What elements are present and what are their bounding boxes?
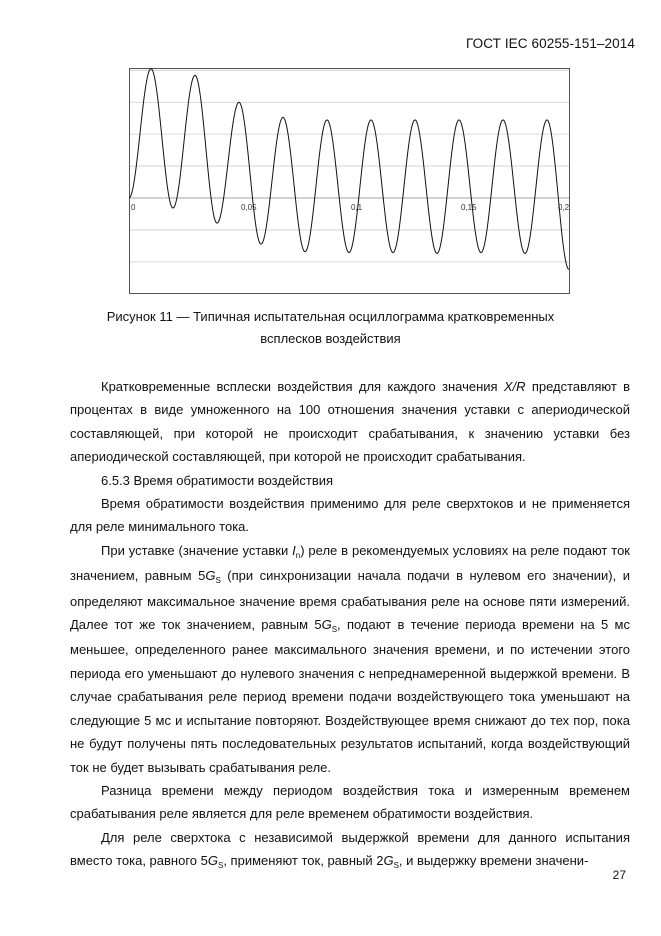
section-heading-6-5-3: 6.5.3 Время обратимости воздействия xyxy=(101,472,334,488)
x-tick-labels xyxy=(131,203,570,212)
oscillogram-trace xyxy=(129,69,569,270)
x-tick-label: 0,1 xyxy=(351,203,363,212)
paragraph-test-procedure: При уставке (значение уставки $I_n$) реле в рекомендуемых условиях на реле подают ток значением, равным $5G_S$ (при синхронизации начала подачи в нулевом его значении), и определяют максимальное значение время срабатывания реле на основе пяти измерений. Далее тот же ток значением, равным $5G_S$, подают в течение периода времени на 5 мс меньшее, определенного ранее максимального значения времени, и по истечении этого периода его уменьшают до нулевого значения с непреднамеренной выдержкой времени. В случае срабатывания реле период времени подачи воздействующего тока уменьшают на следующие 5 мс и испытание повторяют. Воздействующее время снижают до тех пор, пока не будут получены пять последовательных результатов испытаний, когда воздействующий ток не будет вызывать срабатывания реле. xyxy=(70,542,630,775)
oscillogram-figure xyxy=(129,68,570,294)
paragraph-reset-time-definition: Разница времени между периодом воздействия тока и измеренным временем срабатывания реле является для реле временем обратимости воздействия. xyxy=(70,782,630,822)
body-text xyxy=(70,375,630,875)
oscillogram-chart xyxy=(129,68,570,294)
x-tick-label: 0,15 xyxy=(461,203,477,212)
x-tick-label: 0 xyxy=(131,203,136,212)
figure-caption-line1: Рисунок 11 — Типичная испытательная осциллограмма кратковременных xyxy=(106,309,555,324)
var-xr: X/R xyxy=(503,379,526,394)
paragraph-applicability: Время обратимости воздействия применимо для реле сверхтоков и не применяется для реле минимального тока. xyxy=(70,496,630,535)
figure-caption-line2: всплесков воздействия xyxy=(260,331,401,346)
x-tick-label: 0,2 xyxy=(558,203,570,212)
paragraph-definite-time: Для реле сверхтока с независимой выдержкой времени для данного испытания вместо тока, равного $5G_S$, применяют ток, равный $2G_S$, и выдержку времени значени- xyxy=(70,829,630,871)
page-number: 27 xyxy=(612,868,626,882)
x-tick-label: 0,05 xyxy=(241,203,257,212)
grid-lines xyxy=(130,70,569,262)
paragraph-burst-results: Кратковременные всплески воздействия для каждого значения X/R представляют в процентах в виде умноженного на 100 отношения значения уставки с апериодической составляющей, при которой не происходит срабатывания, к значению уставки без апериодической составляющей, при которой не происходит срабатывания. xyxy=(70,379,630,465)
standard-code-header: ГОСТ IEC 60255-151–2014 xyxy=(465,36,635,51)
